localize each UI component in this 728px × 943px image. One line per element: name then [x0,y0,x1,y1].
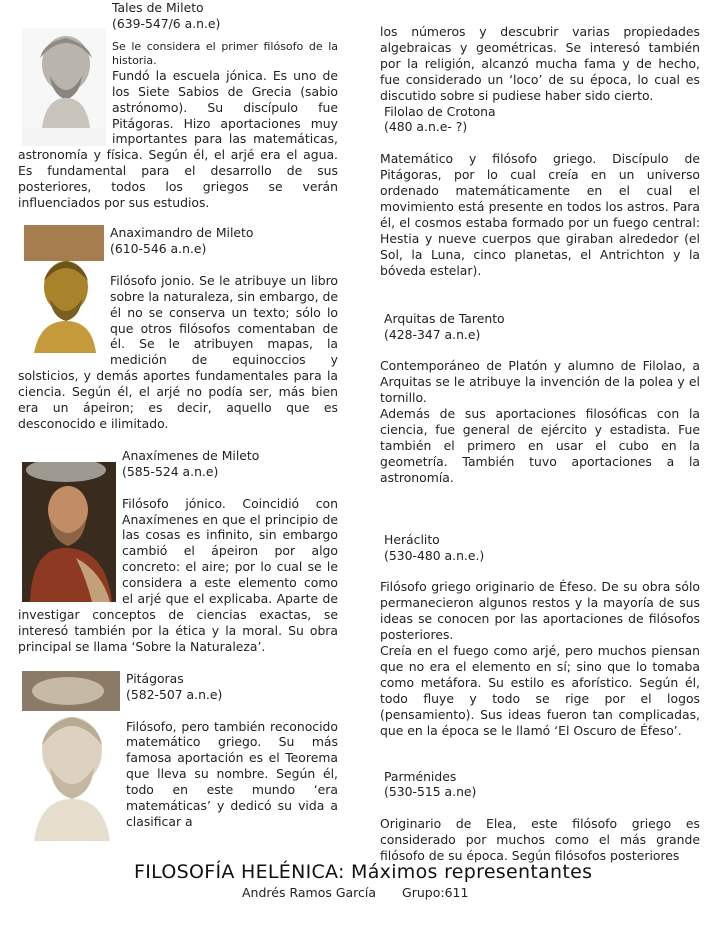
tales-body: Fundó la escuela jónica. Es uno de los Siete Sabios de Grecia (sabio astrónomo). Su discípulo fue Pitágoras. Hizo aportaciones muy importantes para las matemáticas, astronomía y física. Según él, el arjé era el agua. Es fundamental para el desarrollo de sus posteriores, todos los griegos se verán influenciados por sus estudios. [18,67,338,211]
pitagoras-body: Filósofo, pero también reconocido matemático griego. Su más famosa aportación es el Teorema que lleva su nombre. Según él, todo en este mundo ‘era matemáticas’ y dedicó su vida a clasificar a [126,718,338,829]
painting-icon [22,462,116,602]
arquitas-body-2: Además de sus aportaciones filosóficas con la ciencia, fue general de ejército y estadista. Fue también el primero en usar el cubo en la geometría. También tuvo aportaciones a la astronomía. [380,406,700,485]
anaximenes-portrait [22,462,116,602]
parmenides-name: Parménides [384,768,457,784]
group-label: Grupo:611 [402,885,469,900]
section-anaximandro [18,225,338,432]
section-anaximenes [18,448,338,655]
tales-intro: Se le considera el primer filósofo de la historia. [112,39,338,67]
pitagoras-continued: los números y descubrir varias propiedades algebraicas y geométricas. Se interesó también por la religión, alcanzó mucha fama y de hecho, fue considerado un ‘loco’ de su época, lo cual es discutido sobre si pudiese haber sido cierto. [380,24,700,103]
filolao-name: Filolao de Crotona [384,103,496,119]
heraclito-dates: (530-480 a.n.e.) [384,547,485,563]
bust-icon [24,225,104,355]
section-tales [18,0,338,211]
page-title: FILOSOFÍA HELÉNICA: Máximos representantes [134,861,593,883]
tales-name: Tales de Mileto [112,0,204,15]
anaximandro-name: Anaximandro de Mileto [110,224,254,240]
anaximenes-dates: (585-524 a.n.e) [122,463,219,479]
arquitas-body: Contemporáneo de Platón y alumno de Filolao, a Arquitas se le atribuye la invención de la polea y el tornillo. [380,358,700,406]
author-name: Andrés Ramos García [242,885,377,900]
anaximenes-name: Anaxímenes de Mileto [122,447,260,463]
filolao-body: Matemático y filósofo griego. Discípulo de Pitágoras, por lo cual creía en un universo ordenado matemáticamente en el cual el movimiento está presente en todos los astros. Para él, el cosmos estaba formado por un fuego central: Hestia y nueve cuerpos que giraban alrededor (el Sol, la Luna, cinco planetas, el Antrichton y la bóveda estelar). [380,151,700,278]
right-column [380,0,700,864]
pitagoras-dates: (582-507 a.n.e) [126,686,223,702]
arquitas-dates: (428-347 a.n.e) [384,326,481,342]
tales-portrait [22,28,106,146]
bust-icon [22,28,106,128]
heraclito-body: Filósofo griego originario de Éfeso. De su obra sólo permanecieron algunos restos y la mayoría de sus ideas se conocen por las aportaciones de filósofos posteriores. [380,579,700,643]
author-line [242,885,490,900]
bust-icon [22,671,120,841]
anaximandro-body: Filósofo jonio. Se le atribuye un libro sobre la naturaleza, sin embargo, de él no se conserva un texto; sólo lo que otros filósofos comentaban de él. Se le atribuyen mapas, la medición de equinoccios y solsticios, y demás aportes fundamentales para la ciencia. Según él, el arjé no podía ser, más bien era un ápeiron; es decir, aquello que es desconocido e ilimitado. [18,272,338,431]
pitagoras-portrait [22,671,120,841]
heraclito-body-2: Creía en el fuego como arjé, pero muchos piensan que no era el elemento en sí; sino que lo tomaba como metáfora. Su estilo es aforístico. Según él, todo fluye y todo se rige por el logos (pensamiento). Sus ideas fueron tan complicadas, que en la época se le llamó ‘El Oscuro de Éfeso’. [380,643,700,738]
tales-dates: (639-547/6 a.n.e) [112,15,221,31]
heraclito-name: Heráclito [384,531,440,547]
filolao-dates: (480 a.n.e- ?) [384,119,468,135]
left-column [18,0,338,841]
anaximandro-portrait [24,225,104,355]
pitagoras-name: Pitágoras [126,670,184,686]
parmenides-body: Originario de Elea, este filósofo griego es considerado por muchos como el más grande filósofo de su época. Según filósofos posteriores [380,816,700,864]
anaximenes-body: Filósofo jónico. Coincidió con Anaxímenes en que el principio de las cosas es infinito, sin embargo cambió el ápeiron por algo concreto: el aire; por lo cual se le considera a este elemento como el arjé que el explicaba. Aparte de investigar conceptos de ciencias exactas, se interesó también por la ética y la moral. Su obra principal se llama ‘Sobre la Naturaleza’. [18,495,338,654]
parmenides-dates: (530-515 a.ne) [384,784,477,800]
arquitas-name: Arquitas de Tarento [384,310,505,326]
section-pitagoras [18,671,338,841]
anaximandro-dates: (610-546 a.n.e) [110,240,207,256]
